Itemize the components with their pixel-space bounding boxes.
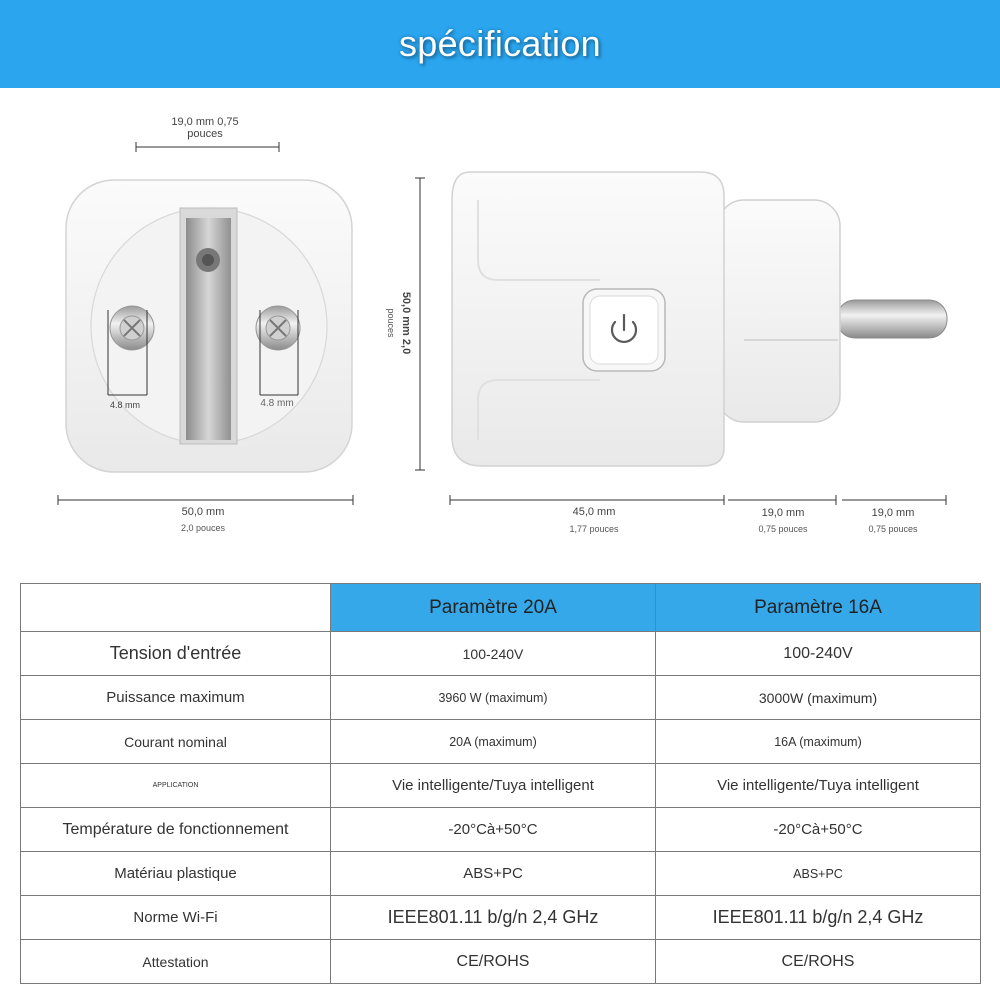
row-label-current: Courant nominal: [21, 720, 331, 764]
cell-current-20a: 20A (maximum): [331, 720, 656, 764]
dim-pin-right: 4.8 mm: [260, 398, 294, 409]
cell-material-20a: ABS+PC: [331, 852, 656, 896]
table-row: [21, 764, 981, 808]
table-row: [21, 852, 981, 896]
dim-front-top: 19,0 mm 0,75 pouces: [171, 116, 239, 140]
cell-application-16a: Vie intelligente/Tuya intelligent: [656, 764, 981, 808]
cell-voltage-16a: 100-240V: [656, 632, 981, 676]
dim-side-plug-sub: 0,75 pouces: [758, 524, 808, 534]
dim-side-pin-sub: 0,75 pouces: [868, 524, 918, 534]
dim-pin-left: 4.8 mm: [109, 400, 140, 410]
cell-certification-16a: CE/ROHS: [656, 940, 981, 984]
row-label-temperature: Température de fonctionnement: [21, 808, 331, 852]
row-label-certification: Attestation: [21, 940, 331, 984]
table-row: [21, 940, 981, 984]
dim-front-width-sub: 2,0 pouces: [180, 523, 226, 533]
cell-application-20a: Vie intelligente/Tuya intelligent: [331, 764, 656, 808]
table-row: [21, 632, 981, 676]
table-row: [21, 720, 981, 764]
cell-material-16a: ABS+PC: [656, 852, 981, 896]
cell-voltage-20a: 100-240V: [331, 632, 656, 676]
row-label-wifi: Norme Wi-Fi: [21, 896, 331, 940]
cell-power-16a: 3000W (maximum): [656, 676, 981, 720]
cell-power-20a: 3960 W (maximum): [331, 676, 656, 720]
dim-height-sub: pouces: [386, 308, 396, 338]
row-label-power: Puissance maximum: [21, 676, 331, 720]
row-label-material: Matériau plastique: [21, 852, 331, 896]
side-view: [452, 172, 947, 466]
cell-temperature-20a: -20°Cà+50°C: [331, 808, 656, 852]
header-param-20a: Paramètre 20A: [331, 584, 656, 632]
table-row: [21, 676, 981, 720]
table-header-row: [21, 584, 981, 632]
cell-current-16a: 16A (maximum): [656, 720, 981, 764]
row-label-voltage: Tension d'entrée: [21, 632, 331, 676]
cell-wifi-20a: IEEE801.11 b/g/n 2,4 GHz: [331, 896, 656, 940]
dim-side-pin: 19,0 mm: [871, 507, 915, 519]
header-empty: [21, 584, 331, 632]
dim-side-plug: 19,0 mm: [761, 507, 805, 519]
table-row: [21, 896, 981, 940]
dim-front-width: 50,0 mm: [181, 506, 225, 518]
row-label-application: APPLICATION: [21, 764, 331, 808]
table-row: [21, 808, 981, 852]
front-view: [66, 180, 352, 472]
dim-side-body-sub: 1,77 pouces: [569, 524, 619, 534]
banner-title: spécification: [398, 23, 601, 64]
spec-table: [20, 583, 981, 984]
cell-temperature-16a: -20°Cà+50°C: [656, 808, 981, 852]
cell-certification-20a: CE/ROHS: [331, 940, 656, 984]
cell-wifi-16a: IEEE801.11 b/g/n 2,4 GHz: [656, 896, 981, 940]
dim-height: 50,0 mm 2,0: [400, 291, 412, 355]
dim-side-body: 45,0 mm: [572, 506, 616, 518]
header-param-16a: Paramètre 16A: [656, 584, 981, 632]
pin-right: [256, 306, 300, 350]
